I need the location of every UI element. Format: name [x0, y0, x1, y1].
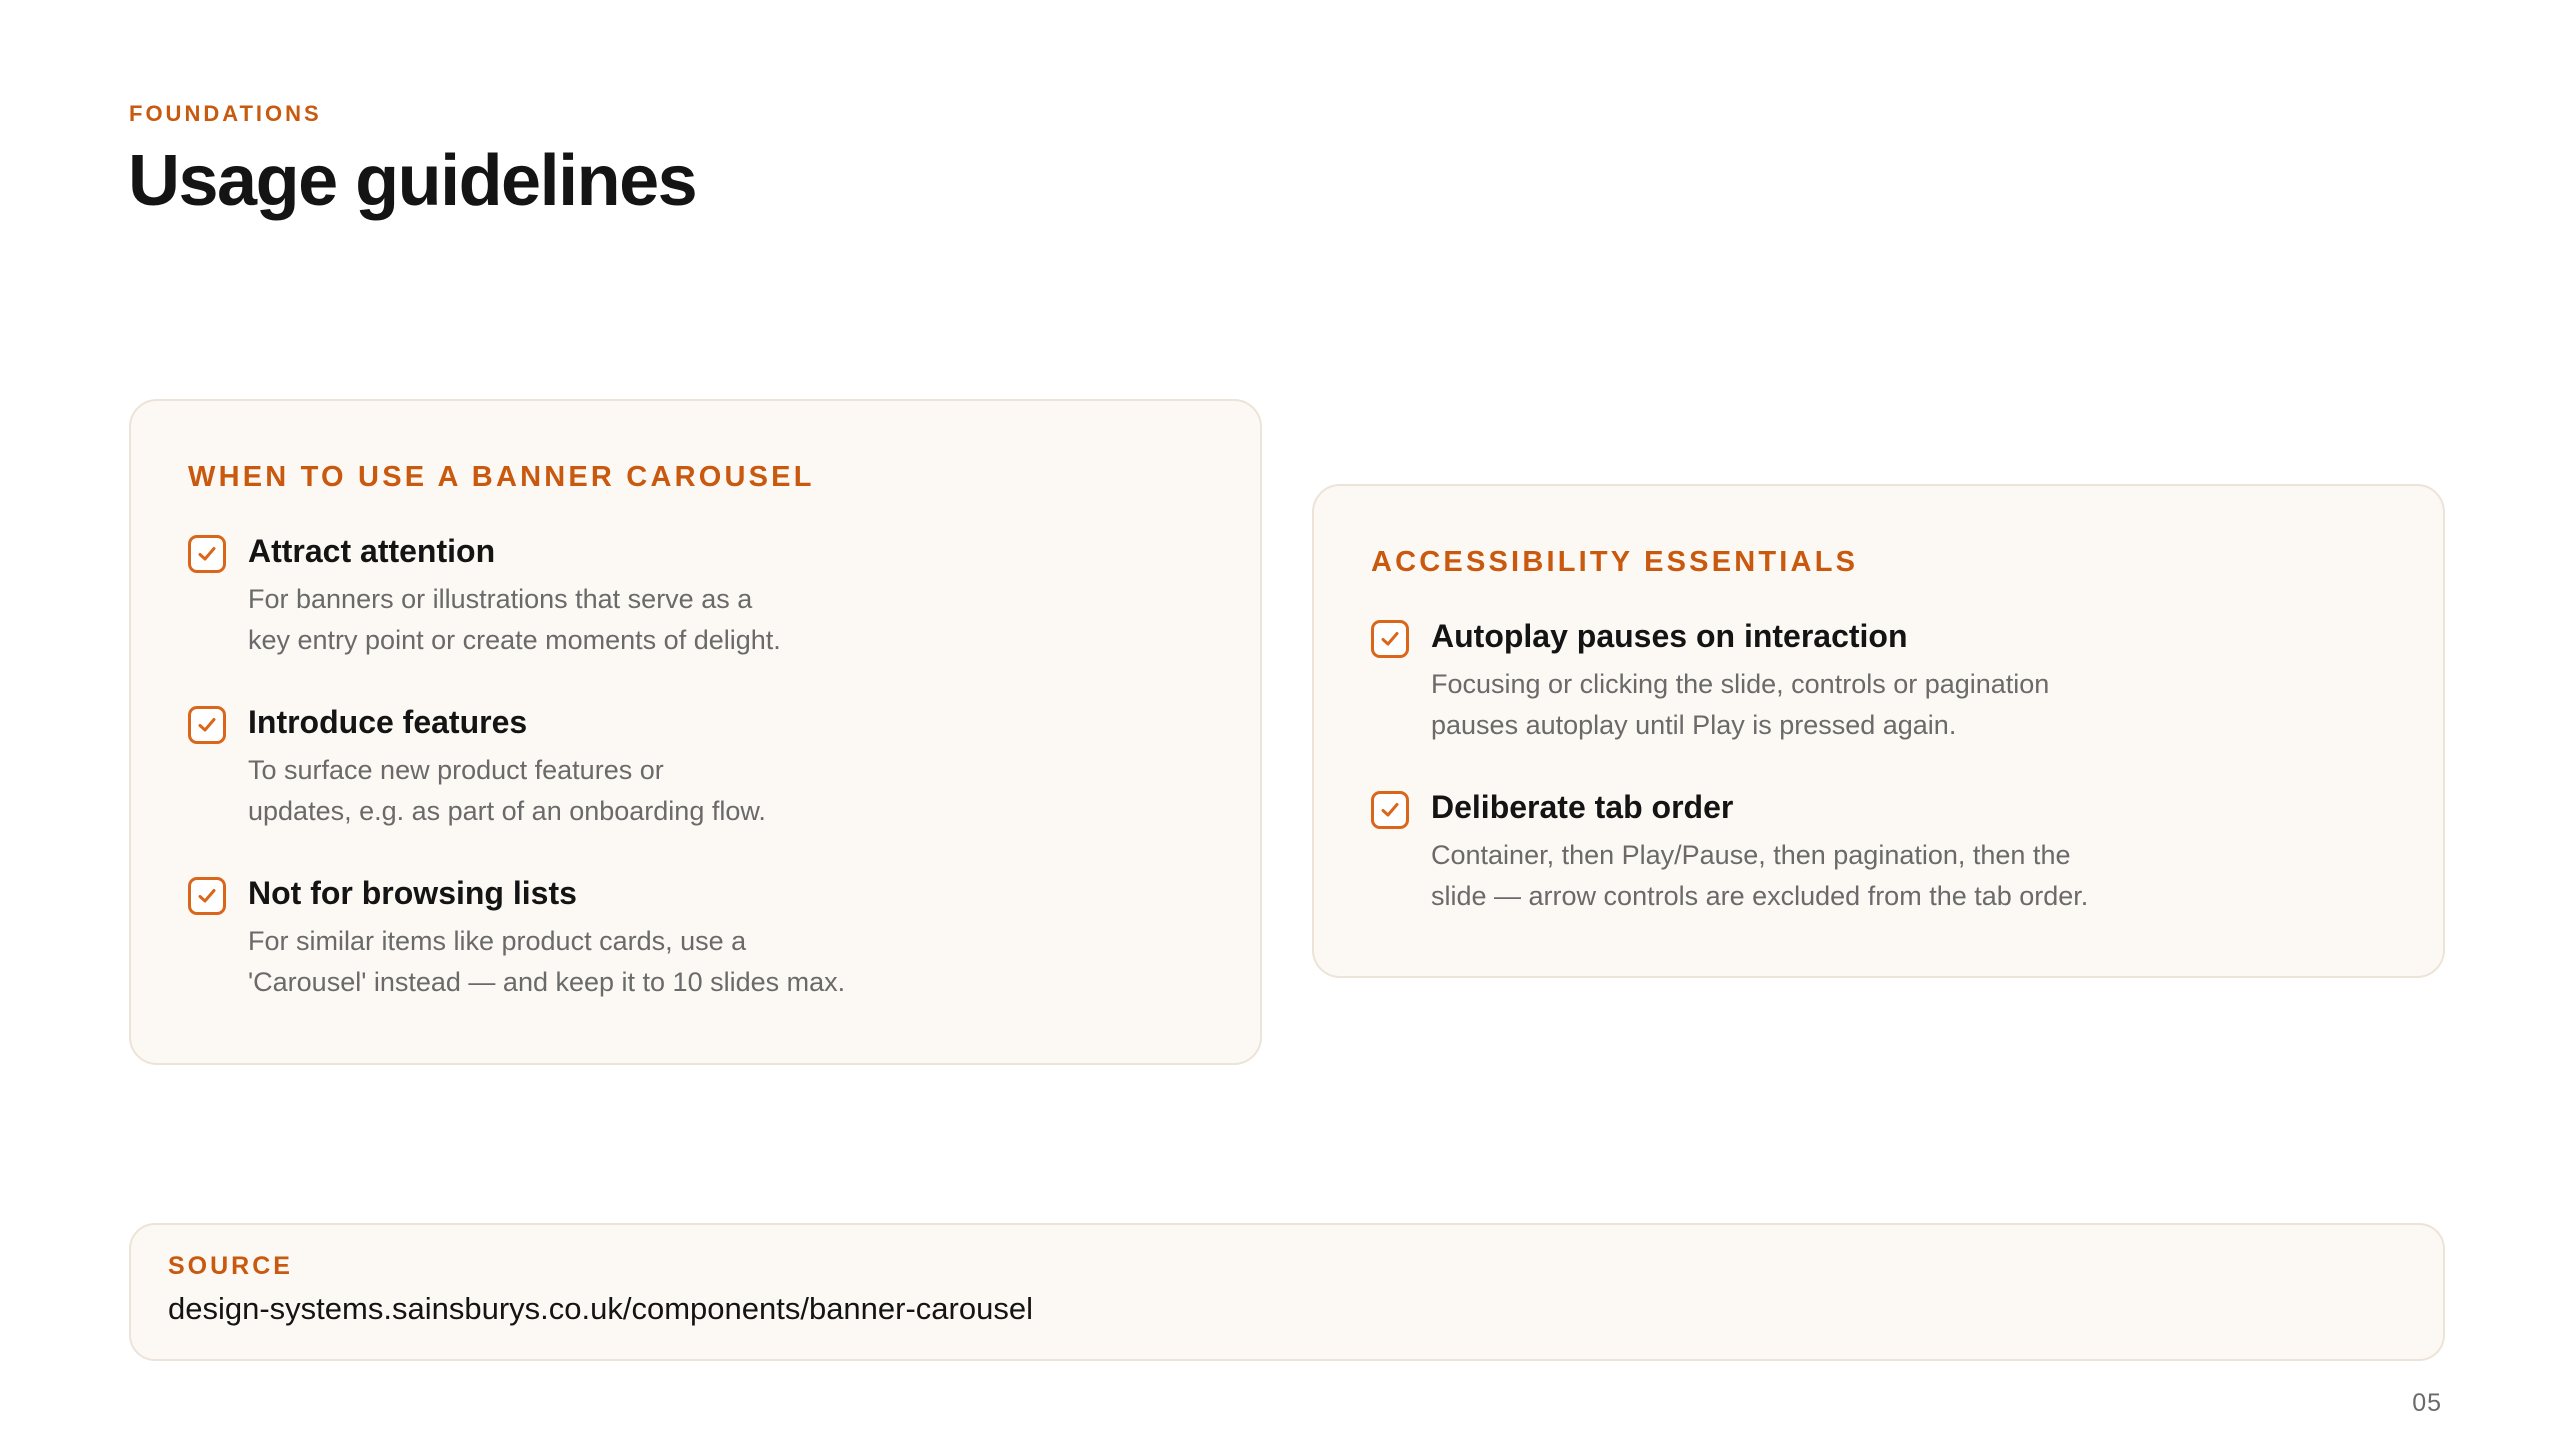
source-link[interactable]: design-systems.sainsburys.co.uk/components/banner-carousel — [168, 1291, 1033, 1326]
item-title: Deliberate tab order — [1431, 789, 1734, 825]
description-line: 'Carousel' instead — and keep it to 10 slides max. — [248, 967, 846, 997]
description-line: key entry point or create moments of delight. — [248, 625, 781, 655]
description-line: Focusing or clicking the slide, controls or pagination — [1431, 669, 2050, 699]
description-line: slide — arrow controls are excluded from the tab order. — [1431, 881, 2089, 911]
item-title: Not for browsing lists — [248, 875, 577, 911]
item-title: Introduce features — [248, 704, 528, 740]
item-description — [1431, 664, 2049, 746]
item-title: Autoplay pauses on interaction — [1431, 618, 1908, 654]
description-line: pauses autoplay until Play is pressed again. — [1431, 710, 1957, 740]
page-number: 05 — [2412, 1389, 2442, 1417]
eyebrow-label: FOUNDATIONS — [129, 101, 322, 126]
accessibility-card — [1312, 484, 2445, 978]
item-description — [1431, 835, 2088, 917]
checkbox-checked-icon — [188, 877, 226, 915]
card-heading: WHEN TO USE A BANNER CAROUSEL — [188, 461, 815, 493]
description-line: For similar items like product cards, use a — [248, 926, 747, 956]
checkbox-checked-icon — [1371, 620, 1409, 658]
source-card — [129, 1223, 2445, 1361]
checkbox-checked-icon — [188, 706, 226, 744]
card-heading: ACCESSIBILITY ESSENTIALS — [1371, 546, 1859, 578]
description-line: updates, e.g. as part of an onboarding flow. — [248, 796, 766, 826]
description-line: To surface new product features or — [248, 755, 664, 785]
checkbox-checked-icon — [1371, 791, 1409, 829]
item-description — [248, 921, 845, 1003]
item-description — [248, 750, 766, 832]
item-title: Attract attention — [248, 533, 496, 569]
checkbox-checked-icon — [188, 535, 226, 573]
description-line: For banners or illustrations that serve as a — [248, 584, 753, 614]
page-title: Usage guidelines — [128, 141, 697, 221]
description-line: Container, then Play/Pause, then pagination, then the — [1431, 840, 2071, 870]
item-description — [248, 579, 781, 661]
source-label: SOURCE — [168, 1252, 293, 1280]
when-to-use-card — [129, 399, 1262, 1065]
